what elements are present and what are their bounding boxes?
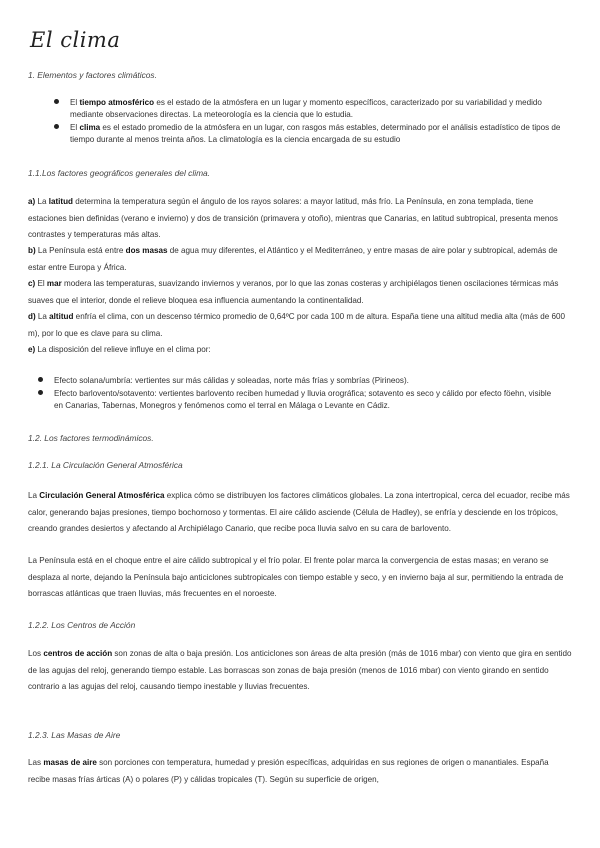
section-heading-1-2: 1.2. Los factores termodinámicos.: [28, 433, 154, 443]
list-item: El clima es el estado promedio de la atmósfera en un lugar, con rasgos más estables, determinado por el análisis estadístico de tipos de tiempo durante al menos treinta años. La climatología es la ciencia encargada de su estudio: [54, 122, 562, 146]
bullet-list-2: [38, 375, 562, 413]
page-title: El clima: [30, 28, 121, 52]
paragraph-masas: Las masas de aire son porciones con temperatura, humedad y presión específicas, adquiridas en sus regiones de origen o manantiales. España recibe masas frías árticas (A) o polares (P) y cálidas tropicales (T). Según su superficie de origen,: [28, 758, 549, 784]
list-item: Efecto barlovento/sotavento: vertientes barlovento reciben humedad y lluvia orográfica; sotavento es seco y cálido por efecto föehn, visible en Canarias, Tabernas, Monegros y fenómenos como el terral en Málaga o Levante en Cádiz.: [38, 388, 562, 412]
paragraph-cga-2: La Península está en el choque entre el aire cálido subtropical y el frío polar. El frente polar marca la convergencia de estas masas; en verano se desplaza al norte, dejando la Península bajo anticiclones subtropicales con tiempo estable y seco, y en invierno baja al sur, permitiendo la entrada de borrascas atlánticas que traen lluvias, más frecuentes en el noroeste.: [28, 556, 564, 598]
list-item: Efecto solana/umbría: vertientes sur más cálidas y soleadas, norte más frías y sombrías (Pirineos).: [38, 375, 562, 387]
paragraph-centros: Los centros de acción son zonas de alta o baja presión. Los anticiclones son áreas de alta presión (más de 1016 mbar) con viento que gira en sentido de las agujas del reloj, generando tiempo estable. Las borrascas son zonas de baja presión (menos de 1016 mbar) con viento girando en sentido contrario a las agujas del reloj, causando tiempo inestable y lluvias frecuentes.: [28, 649, 572, 691]
section-heading-1-2-2: 1.2.2. Los Centros de Acción: [28, 620, 136, 630]
section-heading-1-2-3: 1.2.3. Las Masas de Aire: [28, 730, 121, 740]
factor-e: e) La disposición del relieve influye en el clima por:: [28, 345, 211, 354]
list-item: El tiempo atmosférico es el estado de la atmósfera en un lugar y momento específicos, caracterizado por su variabilidad y medido mediante observaciones directas. La meteorología es la ciencia que lo estudia.: [54, 97, 562, 121]
paragraph-cga: La Circulación General Atmosférica explica cómo se distribuyen los factores climáticos globales. La zona intertropical, cerca del ecuador, recibe más calor, generando bajas presiones, tiempo bochornoso y tormentas. El aire cálido asciende (Célula de Hadley), se enfría y desciende en los trópicos, creando grandes desiertos y afectando al Archipiélago Canario, que recibe poca lluvia salvo en su cara de barlovento.: [28, 491, 570, 533]
section-heading-1: 1. Elementos y factores climáticos.: [28, 70, 157, 80]
bullet-list-1: [54, 97, 562, 147]
factor-d: d) La altitud enfría el clima, con un descenso térmico promedio de 0,64ºC por cada 100 m de altura. España tiene una altitud media alta (más de 600 m), por lo que es clave para su clima.: [28, 312, 566, 338]
section-heading-1-1: 1.1.Los factores geográficos generales del clima.: [28, 168, 211, 178]
factor-a: a) La latitud determina la temperatura según el ángulo de los rayos solares: a mayor latitud, más frío. La Península, en zona templada, tiene estaciones bien definidas (verano e invierno) y dos de transición (primavera y otoño), mientras que Canarias, en latitud subtropical, presenta menos contrastes y temperaturas más altas.: [28, 197, 558, 239]
section-heading-1-2-1: 1.2.1. La Circulación General Atmosférica: [28, 460, 183, 470]
factor-b: b) La Península está entre dos masas de agua muy diferentes, el Atlántico y el Mediterráneo, y entre masas de aire polar y subtropical, además de estar entre Europa y África.: [28, 246, 558, 272]
factor-c: c) El mar modera las temperaturas, suavizando inviernos y veranos, por lo que las zonas costeras y archipiélagos tienen oscilaciones térmicas más suaves que el interior, donde el relieve bloquea esa influencia aumentando la continentalidad.: [28, 279, 559, 305]
